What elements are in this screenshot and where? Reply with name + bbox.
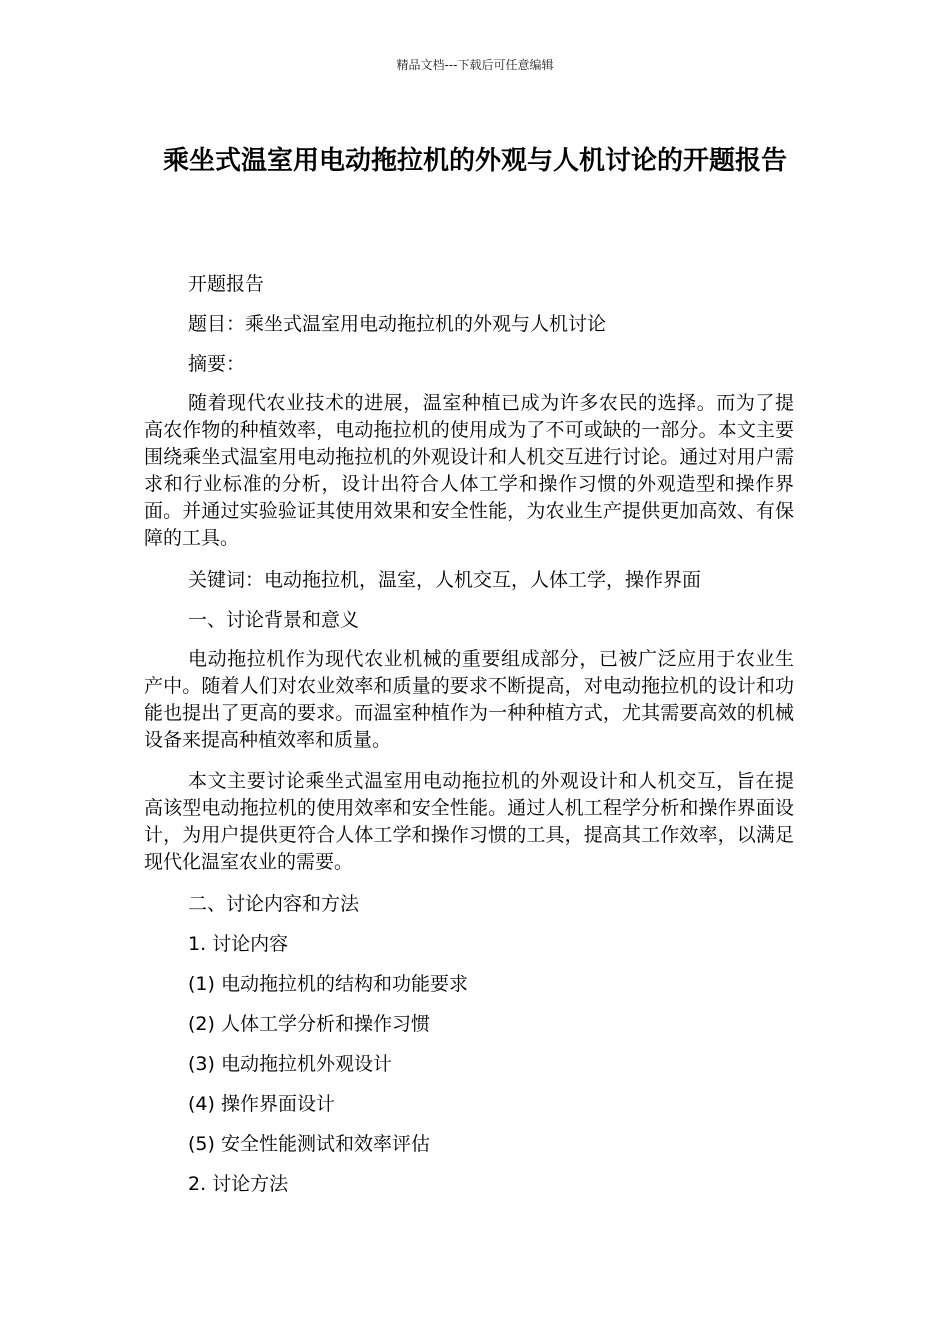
page-header-note: 精品文档---下载后可任意编辑 [396,58,554,72]
report-label: 开题报告 [188,273,265,295]
section-heading-content-method: 二、讨论内容和方法 [188,893,360,915]
document-body [144,270,794,1210]
background-paragraph-1: 电动拖拉机作为现代农业机械的重要组成部分，已被广泛应用于农业生产中。随着人们对农业效率和质量的要求不断提高，对电动拖拉机的设计和功能也提出了更高的要求。而温室种植作为一种种植方式，尤其需要高效的机械设备来提高种植效率和质量。 [144,648,794,751]
document-title: 乘坐式温室用电动拖拉机的外观与人机讨论的开题报告 [162,146,787,176]
topic-line: 题目：乘坐式温室用电动拖拉机的外观与人机讨论 [188,313,607,335]
method-heading: 2. 讨论方法 [188,1173,289,1195]
content-item: (1) 电动拖拉机的结构和功能要求 [188,973,468,995]
section-heading-background: 一、讨论背景和意义 [188,609,360,631]
content-heading: 1. 讨论内容 [188,933,289,955]
abstract-label: 摘要： [188,353,246,375]
abstract-paragraph: 随着现代农业技术的进展，温室种植已成为许多农民的选择。而为了提高农作物的种植效率，电动拖拉机的使用成为了不可或缺的一部分。本文主要围绕乘坐式温室用电动拖拉机的外观设计和人机交互进行讨论。通过对用户需求和行业标准的分析，设计出符合人体工学和操作习惯的外观造型和操作界面。并通过实验验证其使用效果和安全性能，为农业生产提供更加高效、有保障的工具。 [144,392,794,549]
content-item: (2) 人体工学分析和操作习惯 [188,1013,430,1035]
content-item: (5) 安全性能测试和效率评估 [188,1133,430,1155]
background-paragraph-2: 本文主要讨论乘坐式温室用电动拖拉机的外观设计和人机交互，旨在提高该型电动拖拉机的使用效率和安全性能。通过人机工程学分析和操作界面设计，为用户提供更符合人体工学和操作习惯的工具，提高其工作效率，以满足现代化温室农业的需要。 [144,770,794,873]
content-item: (4) 操作界面设计 [188,1093,335,1115]
keywords-line: 关键词：电动拖拉机，温室，人机交互，人体工学，操作界面 [188,569,702,591]
content-item: (3) 电动拖拉机外观设计 [188,1053,392,1075]
